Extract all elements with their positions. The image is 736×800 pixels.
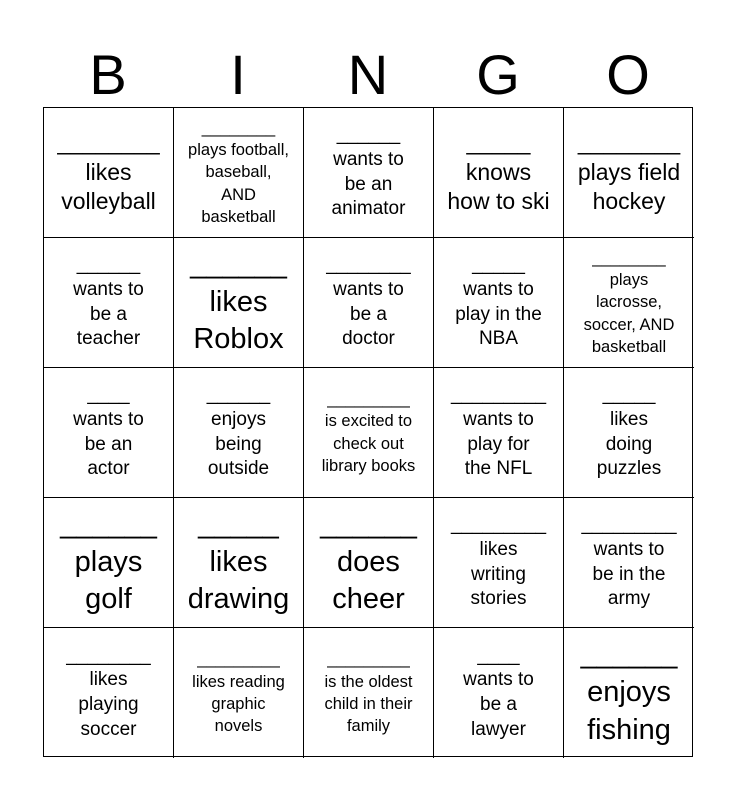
- cell-text: ______ wants to be a teacher: [73, 254, 144, 350]
- bingo-cell[interactable]: [564, 628, 694, 758]
- cell-text: _____ knows how to ski: [447, 128, 550, 215]
- cell-text: ________ wants to be a doctor: [326, 254, 411, 350]
- header-letter-g: G: [476, 43, 520, 106]
- bingo-cell[interactable]: [44, 108, 174, 238]
- cell-text: ________ plays field hockey: [577, 128, 681, 215]
- cell-text: _________ wants to be in the army: [581, 514, 677, 610]
- bingo-cell[interactable]: [304, 238, 434, 368]
- bingo-cell[interactable]: [434, 498, 564, 628]
- cell-text: ________ plays football, baseball, AND basketball: [188, 118, 289, 226]
- bingo-cell[interactable]: [44, 628, 174, 758]
- bingo-cell[interactable]: [174, 368, 304, 498]
- cell-text: ________ plays lacrosse, soccer, AND basketball: [583, 248, 675, 356]
- cell-text: ______ enjoys being outside: [206, 384, 271, 480]
- bingo-cell[interactable]: [564, 498, 694, 628]
- cell-text: _________ wants to play for the NFL: [450, 384, 547, 480]
- bingo-cell[interactable]: [434, 238, 564, 368]
- bingo-cell[interactable]: [304, 498, 434, 628]
- bingo-cell[interactable]: [44, 238, 174, 368]
- cell-text: ______ enjoys fishing: [580, 638, 678, 746]
- bingo-cell[interactable]: [304, 368, 434, 498]
- bingo-header: [43, 42, 693, 108]
- bingo-cell[interactable]: [434, 628, 564, 758]
- cell-text: ______ plays golf: [60, 507, 157, 616]
- bingo-cell[interactable]: [434, 368, 564, 498]
- bingo-cell[interactable]: [174, 108, 304, 238]
- cell-text: ____ wants to be a lawyer: [463, 644, 534, 740]
- header-letter-o: O: [606, 43, 650, 106]
- bingo-cell[interactable]: [174, 238, 304, 368]
- cell-text: ________ likes playing soccer: [66, 644, 151, 740]
- bingo-cell[interactable]: [44, 368, 174, 498]
- bingo-cell[interactable]: [44, 498, 174, 628]
- bingo-cell[interactable]: [434, 108, 564, 238]
- cell-text: _________ is excited to check out library books: [321, 389, 416, 475]
- cell-text: _____ wants to play in the NBA: [455, 254, 542, 350]
- header-letter-i: I: [230, 43, 246, 106]
- cell-text: ______ wants to be an animator: [331, 124, 406, 220]
- cell-text: _________ likes reading graphic novels: [192, 650, 285, 736]
- cell-text: ________ likes volleyball: [57, 128, 160, 215]
- cell-text: ______ likes Roblox: [190, 247, 287, 356]
- bingo-cell[interactable]: [174, 498, 304, 628]
- cell-text: _____ likes doing puzzles: [596, 384, 662, 480]
- header-letter-n: N: [347, 43, 389, 106]
- cell-text: ____ wants to be an actor: [73, 384, 144, 480]
- bingo-cell[interactable]: [304, 108, 434, 238]
- cell-text: _________ likes writing stories: [450, 514, 547, 610]
- bingo-cell[interactable]: [564, 368, 694, 498]
- cell-text: _________ is the oldest child in their family: [324, 650, 413, 736]
- bingo-board: [43, 107, 693, 757]
- bingo-cell[interactable]: [304, 628, 434, 758]
- cell-text: _____ likes drawing: [187, 507, 290, 616]
- cell-text: ______ does cheer: [320, 507, 417, 616]
- header-letter-b: B: [89, 43, 127, 106]
- bingo-cell[interactable]: [564, 108, 694, 238]
- bingo-cell[interactable]: [174, 628, 304, 758]
- bingo-cell[interactable]: [564, 238, 694, 368]
